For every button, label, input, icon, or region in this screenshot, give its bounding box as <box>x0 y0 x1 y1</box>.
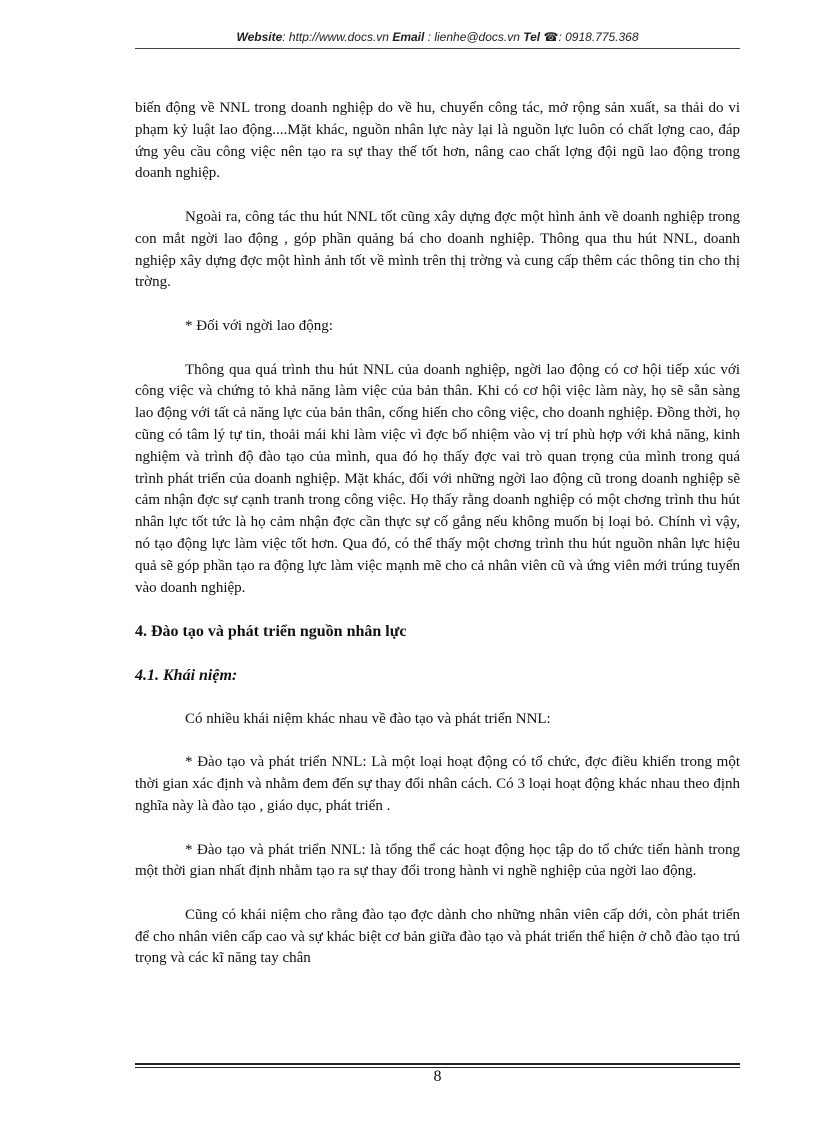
section-heading: 4. Đào tạo và phát triển nguồn nhân lực <box>135 623 407 641</box>
tel-label: Tel <box>523 30 541 44</box>
subsection-heading: 4.1. Khái niệm: <box>135 666 238 684</box>
paragraph: * Đối với ngời lao động: <box>185 317 333 334</box>
paragraph: biến động về NNL trong doanh nghiệp do về hu, chuyển công tác, mở rộng sản xuất, sa thải do vi phạm kỷ luật lao động....Mặt khác, nguồn nhân lực này lại là nguồn lực luôn có chất lợng cao, đáp ứng yêu cầu công việc nên tạo ra sự thay thế tốt hơn, nâng cao chất lợng đội ngũ lao động trong doanh nghiệp. <box>135 100 740 182</box>
email-label: Email <box>392 30 425 44</box>
telephone-icon: ☎ <box>543 30 559 44</box>
page-number: 8 <box>433 1068 442 1085</box>
website-label: Website <box>236 30 283 44</box>
paragraph: Ngoài ra, công tác thu hút NNL tốt cũng xây dựng đợc một hình ảnh về doanh nghiệp trong con mắt ngời lao động , góp phần quảng bá cho doanh nghiệp. Thông qua thu hút NNL, doanh nghiệp xây dựng đợc một hình ảnh tốt về mình trên thị trờng và cung cấp thêm các thông tin cho thị trờng. <box>135 208 740 291</box>
tel-value: : 0918.775.368 <box>558 30 639 44</box>
website-value: : http://www.docs.vn <box>282 30 389 44</box>
paragraph: * Đào tạo và phát triển NNL: là tổng thể các hoạt động học tập do tổ chức tiến hành trong một thời gian nhất định nhằm tạo ra sự thay đổi trong hành vi nghề nghiệp của ngời lao động. <box>135 841 740 880</box>
page-body <box>135 98 740 970</box>
paragraph: Cũng có khái niệm cho rằng đào tạo đợc dành cho những nhân viên cấp dới, còn phát triển để cho nhân viên cấp cao và sự khác biệt cơ bản giữa đào tạo và phát triển thể hiện ở chỗ đào tạo trú trọng và các kĩ năng tay chân <box>135 906 740 967</box>
page-header <box>135 30 740 44</box>
paragraph: Có nhiều khái niệm khác nhau về đào tạo và phát triển NNL: <box>185 710 551 727</box>
header-rule <box>135 48 740 49</box>
email-value: : lienhe@docs.vn <box>427 30 520 44</box>
paragraph: Thông qua quá trình thu hút NNL của doanh nghiệp, ngời lao động có cơ hội tiếp xúc với công việc và chứng tỏ khả năng làm việc của bản thân. Khi có cơ hội việc làm này, họ sẽ sẵn sàng lao động với tất cả năng lực của bản thân, cống hiến cho công việc, cho doanh nghiệp. Đồng thời, họ cũng có tâm lý tự tin, thoải mái khi làm việc vì đợc bổ nhiệm vào vị trí phù hợp với khả năng, kinh nghiệm và trình độ đào tạo của mình, qua đó họ thấy đợc vai trò quan trọng của mình trong quá trình phát triển của doanh nghiệp. Mặt khác, đối với những ngời lao động cũ trong doanh nghiệp sẽ cảm nhận đợc sự cạnh tranh trong công việc. Họ thấy rằng doanh nghiệp có một chơng trình thu hút nhân lực tốt tức là họ cảm nhận đợc cần thực sự cố gắng nếu không muốn bị loại bỏ. Chính vì vậy, nó tạo động lực làm việc tốt hơn. Qua đó, có thể thấy một chơng trình thu hút nguồn nhân lực hiệu quả sẽ góp phần tạo ra động lực làm việc mạnh mẽ cho cả nhân viên cũ và ứng viên mới trúng tuyển vào doanh nghiệp. <box>135 361 740 596</box>
paragraph: * Đào tạo và phát triển NNL: Là một loại hoạt động có tổ chức, đợc điều khiển trong một thời gian xác định và nhằm đem đến sự thay đổi nhân cách. Có 3 loại hoạt động khác nhau theo định nghĩa này là đào tạo , giáo dục, phát triển . <box>135 754 740 814</box>
footer-rule <box>135 1063 740 1065</box>
